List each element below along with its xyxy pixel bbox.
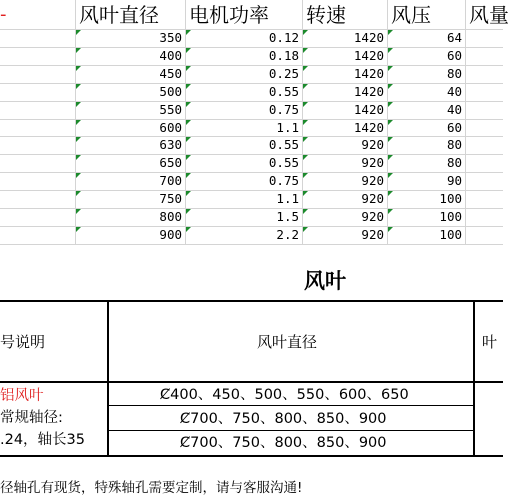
error-indicator-icon — [303, 191, 308, 196]
cell-speed[interactable]: 920 — [361, 209, 384, 224]
error-indicator-icon — [186, 66, 191, 71]
error-indicator-icon — [186, 155, 191, 160]
cell-pressure[interactable]: 100 — [439, 209, 462, 224]
table-border — [473, 300, 475, 457]
error-indicator-icon — [303, 155, 308, 160]
cell-pressure[interactable]: 64 — [446, 30, 462, 45]
cell-power[interactable]: 0.75 — [268, 173, 299, 189]
error-indicator-icon — [303, 209, 308, 214]
error-indicator-icon — [303, 30, 308, 35]
cell-power[interactable]: 1.1 — [276, 119, 299, 135]
fan-table-title: 风叶 — [304, 269, 346, 293]
error-indicator-icon — [388, 120, 393, 125]
table-border — [107, 300, 109, 457]
cell-power[interactable]: 0.25 — [268, 65, 299, 81]
header-col3: 叶 — [482, 333, 498, 351]
error-indicator-icon — [76, 209, 81, 214]
cell-diameter[interactable]: 450 — [159, 65, 182, 81]
cell-power[interactable]: 0.55 — [268, 137, 299, 153]
error-indicator-icon — [388, 227, 393, 232]
desc-shaft-diameter: 常规轴径: — [0, 410, 63, 426]
cell-diameter[interactable]: 900 — [159, 226, 182, 242]
cell-speed[interactable]: 920 — [361, 173, 384, 189]
header-power[interactable]: 电机功率 — [189, 3, 269, 27]
error-indicator-icon — [76, 84, 81, 89]
cell-power[interactable]: 2.2 — [276, 226, 299, 242]
diameter-row-1: Ȼ400、450、500、550、600、650 — [160, 387, 409, 403]
error-indicator-icon — [186, 227, 191, 232]
error-indicator-icon — [186, 120, 191, 125]
diameter-row-3: Ȼ700、750、800、850、900 — [180, 435, 387, 451]
cell-speed[interactable]: 1420 — [353, 119, 384, 135]
shaft-hole-notice: 径轴孔有现货，特殊轴孔需要定制，请与客服沟通! — [0, 480, 303, 496]
error-indicator-icon — [186, 137, 191, 142]
error-indicator-icon — [303, 66, 308, 71]
cell-diameter[interactable]: 600 — [159, 119, 182, 135]
cell-diameter[interactable]: 350 — [159, 30, 182, 45]
error-indicator-icon — [186, 48, 191, 53]
error-indicator-icon — [388, 173, 393, 178]
cell-power[interactable]: 0.12 — [268, 30, 299, 45]
error-indicator-icon — [186, 84, 191, 89]
cell-diameter[interactable]: 750 — [159, 191, 182, 207]
table-border — [0, 300, 503, 302]
header-dash[interactable]: - — [0, 4, 7, 25]
cell-pressure[interactable]: 80 — [446, 137, 462, 153]
cell-pressure[interactable]: 80 — [446, 65, 462, 81]
cell-power[interactable]: 1.1 — [276, 191, 299, 207]
error-indicator-icon — [303, 173, 308, 178]
header-model-desc: 号说明 — [0, 333, 46, 351]
cell-diameter[interactable]: 550 — [159, 101, 182, 117]
cell-power[interactable]: 0.75 — [268, 101, 299, 117]
error-indicator-icon — [303, 84, 308, 89]
error-indicator-icon — [76, 137, 81, 142]
table-border — [108, 405, 474, 406]
header-fan-diameter: 风叶直径 — [257, 333, 318, 351]
header-speed[interactable]: 转速 — [306, 3, 346, 27]
error-indicator-icon — [388, 48, 393, 53]
grid-line — [0, 244, 503, 245]
cell-pressure[interactable]: 60 — [446, 119, 462, 135]
error-indicator-icon — [76, 30, 81, 35]
error-indicator-icon — [303, 227, 308, 232]
error-indicator-icon — [388, 155, 393, 160]
error-indicator-icon — [186, 209, 191, 214]
cell-pressure[interactable]: 90 — [446, 173, 462, 189]
cell-speed[interactable]: 1420 — [353, 30, 384, 45]
cell-diameter[interactable]: 650 — [159, 155, 182, 171]
table-border — [0, 381, 503, 383]
cell-speed[interactable]: 920 — [361, 226, 384, 242]
error-indicator-icon — [388, 137, 393, 142]
error-indicator-icon — [76, 227, 81, 232]
error-indicator-icon — [186, 173, 191, 178]
error-indicator-icon — [76, 191, 81, 196]
error-indicator-icon — [76, 66, 81, 71]
cell-speed[interactable]: 1420 — [353, 101, 384, 117]
error-indicator-icon — [76, 173, 81, 178]
error-indicator-icon — [76, 155, 81, 160]
cell-diameter[interactable]: 400 — [159, 47, 182, 63]
cell-pressure[interactable]: 60 — [446, 47, 462, 63]
cell-power[interactable]: 0.55 — [268, 155, 299, 171]
cell-diameter[interactable]: 630 — [159, 137, 182, 153]
header-diameter[interactable]: 风叶直径 — [79, 3, 159, 27]
cell-speed[interactable]: 920 — [361, 155, 384, 171]
cell-speed[interactable]: 1420 — [353, 83, 384, 99]
error-indicator-icon — [76, 102, 81, 107]
error-indicator-icon — [388, 102, 393, 107]
cell-power[interactable]: 0.55 — [268, 83, 299, 99]
cell-power[interactable]: 1.5 — [276, 209, 299, 224]
cell-pressure[interactable]: 40 — [446, 101, 462, 117]
error-indicator-icon — [388, 84, 393, 89]
desc-shaft-length: .24，轴长35 — [0, 432, 86, 448]
error-indicator-icon — [76, 120, 81, 125]
diameter-row-2: Ȼ700、750、800、850、900 — [180, 411, 387, 427]
cell-diameter[interactable]: 800 — [159, 209, 182, 224]
cell-pressure[interactable]: 40 — [446, 83, 462, 99]
error-indicator-icon — [388, 66, 393, 71]
cell-pressure[interactable]: 100 — [439, 226, 462, 242]
cell-speed[interactable]: 920 — [361, 191, 384, 207]
cell-speed[interactable]: 1420 — [353, 65, 384, 81]
cell-pressure[interactable]: 100 — [439, 191, 462, 207]
error-indicator-icon — [303, 137, 308, 142]
cell-pressure[interactable]: 80 — [446, 155, 462, 171]
header-pressure[interactable]: 风压 — [391, 3, 431, 27]
cell-power[interactable]: 0.18 — [268, 47, 299, 63]
cell-diameter[interactable]: 500 — [159, 83, 182, 99]
error-indicator-icon — [303, 120, 308, 125]
table-border — [0, 455, 503, 457]
cell-speed[interactable]: 1420 — [353, 47, 384, 63]
error-indicator-icon — [388, 209, 393, 214]
header-airflow[interactable]: 风量 — [469, 3, 509, 27]
error-indicator-icon — [76, 48, 81, 53]
cell-speed[interactable]: 920 — [361, 137, 384, 153]
error-indicator-icon — [303, 102, 308, 107]
error-indicator-icon — [303, 48, 308, 53]
desc-aluminum-fan: 铝风叶 — [0, 388, 44, 404]
table-border — [108, 430, 474, 431]
error-indicator-icon — [186, 102, 191, 107]
error-indicator-icon — [388, 30, 393, 35]
error-indicator-icon — [186, 191, 191, 196]
error-indicator-icon — [388, 191, 393, 196]
error-indicator-icon — [186, 30, 191, 35]
cell-diameter[interactable]: 700 — [159, 173, 182, 189]
